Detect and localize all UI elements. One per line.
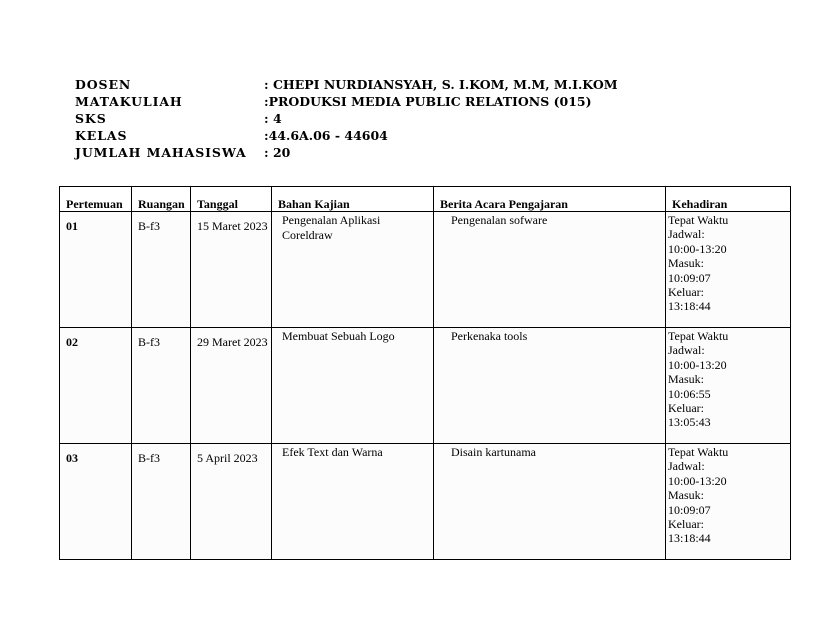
keluar-label: Keluar: [668, 517, 704, 532]
col-header-pertemuan: Pertemuan [60, 187, 132, 212]
kelas-row [75, 127, 618, 144]
bahan-kajian-cell [272, 444, 434, 560]
keluar-value: 13:18:44 [668, 531, 711, 546]
dosen-value: : CHEPI NURDIANSYAH, S. I.KOM, M.M, M.I.KOM [264, 77, 618, 92]
bahan-kajian-cell [272, 212, 434, 328]
masuk-value: 10:09:07 [668, 270, 711, 285]
masuk-label: Masuk: [668, 488, 704, 503]
tanggal-cell: 5 April 2023 [191, 444, 272, 560]
sks-label: SKS [75, 111, 107, 126]
jadwal-value: 10:00-13:20 [668, 473, 727, 488]
masuk-label: Masuk: [668, 256, 704, 271]
jadwal-value: 10:00-13:20 [668, 241, 727, 256]
jadwal-label: Jadwal: [668, 227, 705, 242]
jumlah-mahasiswa-label: JUMLAH MAHASISWA [75, 145, 247, 160]
berita-acara-text: Disain kartunama [451, 445, 536, 459]
kelas-label: KELAS [75, 128, 128, 143]
kehadiran-cell [666, 212, 791, 328]
masuk-value: 10:06:55 [668, 386, 711, 401]
col-header-ruangan: Ruangan [132, 187, 191, 212]
ruangan-cell: B-f3 [132, 444, 191, 560]
pertemuan-cell: 01 [60, 212, 132, 328]
jadwal-label: Jadwal: [668, 459, 705, 474]
jadwal-value: 10:00-13:20 [668, 357, 727, 372]
berita-acara-cell [434, 444, 666, 560]
berita-acara-text: Perkenaka tools [451, 329, 528, 343]
table-header-row [60, 187, 791, 212]
table-row [60, 212, 791, 328]
kehadiran-status: Tepat Waktu [668, 213, 729, 227]
bahan-kajian-text: Membuat Sebuah Logo [282, 329, 395, 343]
bahan-kajian-text: Efek Text dan Warna [282, 445, 383, 459]
col-header-kehadiran: Kehadiran [666, 187, 791, 212]
masuk-value: 10:09:07 [668, 502, 711, 517]
berita-acara-cell [434, 328, 666, 444]
kehadiran-status: Tepat Waktu [668, 445, 729, 459]
course-info-header [75, 76, 618, 161]
keluar-label: Keluar: [668, 401, 704, 416]
bahan-kajian-text: Pengenalan Aplikasi Coreldraw [282, 213, 381, 242]
tanggal-cell: 15 Maret 2023 [191, 212, 272, 328]
sks-row [75, 110, 618, 127]
jadwal-label: Jadwal: [668, 343, 705, 358]
bahan-kajian-cell [272, 328, 434, 444]
col-header-bahan-kajian: Bahan Kajian [272, 187, 434, 212]
kehadiran-cell [666, 328, 791, 444]
pertemuan-cell: 02 [60, 328, 132, 444]
jumlah-mahasiswa-value: : 20 [264, 145, 291, 160]
keluar-value: 13:18:44 [668, 299, 711, 314]
matakuliah-label: MATAKULIAH [75, 94, 183, 109]
tanggal-cell: 29 Maret 2023 [191, 328, 272, 444]
matakuliah-value: :PRODUKSI MEDIA PUBLIC RELATIONS (015) [264, 94, 592, 109]
pertemuan-cell: 03 [60, 444, 132, 560]
teaching-journal-table [59, 186, 791, 560]
keluar-value: 13:05:43 [668, 415, 711, 430]
kehadiran-cell [666, 444, 791, 560]
ruangan-cell: B-f3 [132, 328, 191, 444]
masuk-label: Masuk: [668, 372, 704, 387]
dosen-label: DOSEN [75, 77, 132, 92]
kehadiran-status: Tepat Waktu [668, 329, 729, 343]
table-row [60, 328, 791, 444]
keluar-label: Keluar: [668, 285, 704, 300]
berita-acara-cell [434, 212, 666, 328]
matakuliah-row [75, 93, 618, 110]
jumlah-mahasiswa-row [75, 144, 618, 161]
dosen-row [75, 76, 618, 93]
berita-acara-text: Pengenalan sofware [451, 213, 548, 227]
ruangan-cell: B-f3 [132, 212, 191, 328]
sks-value: : 4 [264, 111, 282, 126]
table-row [60, 444, 791, 560]
kelas-value: :44.6A.06 - 44604 [264, 128, 388, 143]
col-header-berita-acara: Berita Acara Pengajaran [434, 187, 666, 212]
col-header-tanggal: Tanggal [191, 187, 272, 212]
